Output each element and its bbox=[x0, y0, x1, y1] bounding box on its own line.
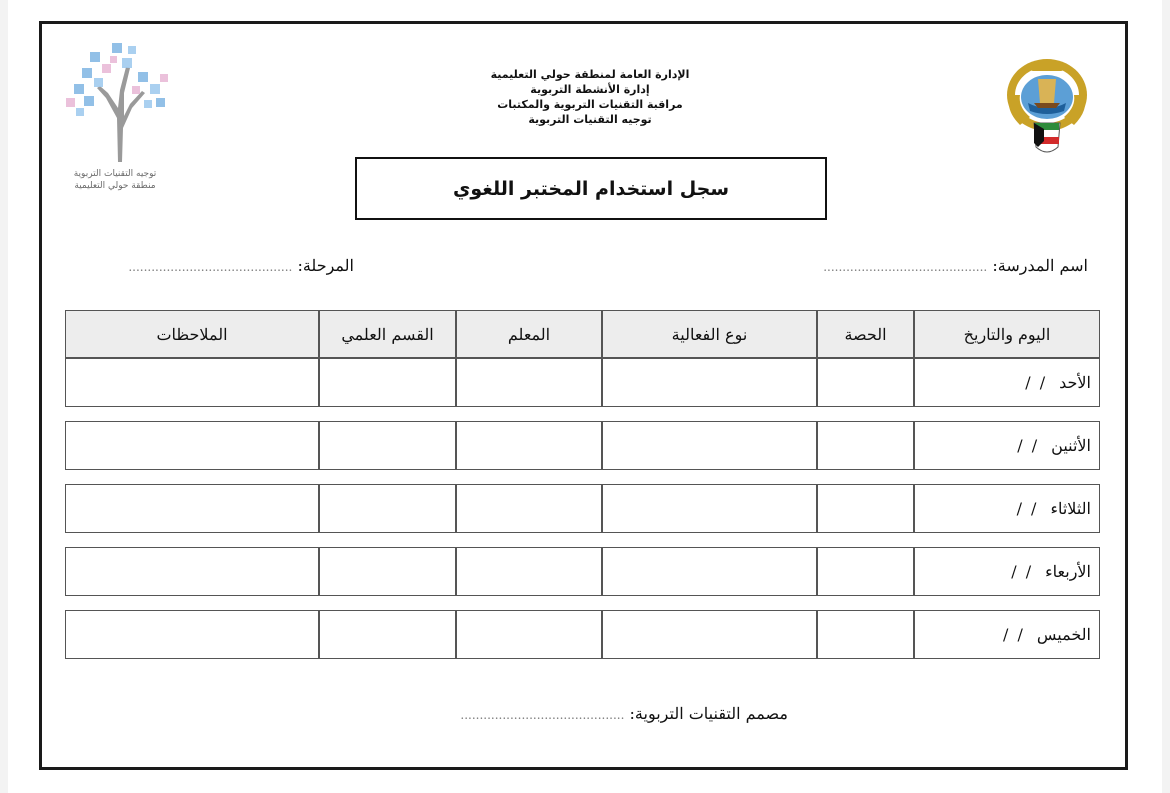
day-label: الخميس bbox=[1036, 625, 1091, 644]
table-row bbox=[65, 484, 1100, 533]
day-cell bbox=[914, 610, 1100, 659]
teacher-cell[interactable] bbox=[456, 421, 602, 470]
header-activity-type: نوع الفعالية bbox=[602, 310, 817, 358]
header-block bbox=[440, 67, 740, 127]
stage-field[interactable] bbox=[128, 256, 354, 275]
table-row bbox=[65, 547, 1100, 596]
designer-blank: ........................................... bbox=[460, 708, 625, 722]
date-slashes: / / bbox=[1011, 562, 1034, 581]
header-line: توجيه التقنيات التربوية bbox=[528, 113, 652, 126]
header-day-date: اليوم والتاريخ bbox=[914, 310, 1100, 358]
date-slashes: / / bbox=[1016, 499, 1039, 518]
header-teacher: المعلم bbox=[456, 310, 602, 358]
header-period: الحصة bbox=[817, 310, 914, 358]
teacher-cell[interactable] bbox=[456, 484, 602, 533]
activity-cell[interactable] bbox=[602, 610, 817, 659]
date-slashes: / / bbox=[1003, 625, 1025, 644]
period-cell[interactable] bbox=[817, 547, 914, 596]
teacher-cell[interactable] bbox=[456, 358, 602, 407]
day-cell bbox=[914, 358, 1100, 407]
school-name-label: اسم المدرسة: bbox=[992, 256, 1088, 275]
notes-cell[interactable] bbox=[65, 484, 319, 533]
date-slashes: / / bbox=[1017, 436, 1040, 455]
period-cell[interactable] bbox=[817, 610, 914, 659]
table-row bbox=[65, 358, 1100, 407]
stage-blank: ........................................... bbox=[128, 260, 293, 274]
day-cell bbox=[914, 421, 1100, 470]
header-line: إدارة الأنشطة التربوية bbox=[530, 83, 650, 96]
department-cell[interactable] bbox=[319, 610, 456, 659]
usage-log-table bbox=[65, 310, 1100, 659]
teacher-cell[interactable] bbox=[456, 547, 602, 596]
department-cell[interactable] bbox=[319, 421, 456, 470]
department-cell[interactable] bbox=[319, 547, 456, 596]
day-label: الأثنين bbox=[1051, 436, 1091, 455]
activity-cell[interactable] bbox=[602, 484, 817, 533]
notes-cell[interactable] bbox=[65, 610, 319, 659]
period-cell[interactable] bbox=[817, 421, 914, 470]
designer-field[interactable] bbox=[460, 704, 788, 723]
notes-cell[interactable] bbox=[65, 421, 319, 470]
row-gap bbox=[65, 470, 1100, 484]
teacher-cell[interactable] bbox=[456, 610, 602, 659]
header-notes: الملاحظات bbox=[65, 310, 319, 358]
day-cell bbox=[914, 547, 1100, 596]
page-title: سجل استخدام المختبر اللغوي bbox=[355, 157, 827, 220]
row-gap bbox=[65, 596, 1100, 610]
logo-caption bbox=[65, 168, 165, 192]
school-name-field[interactable] bbox=[823, 256, 1088, 275]
period-cell[interactable] bbox=[817, 358, 914, 407]
activity-cell[interactable] bbox=[602, 547, 817, 596]
notes-cell[interactable] bbox=[65, 547, 319, 596]
date-slashes: / / bbox=[1025, 373, 1048, 392]
row-gap bbox=[65, 407, 1100, 421]
stage-label: المرحلة: bbox=[297, 256, 354, 275]
header-line: مراقبة التقنيات التربوية والمكتبات bbox=[497, 98, 683, 111]
table-header-row bbox=[65, 310, 1100, 358]
logo-caption-line2: منطقة حولي التعليمية bbox=[74, 181, 156, 191]
day-cell bbox=[914, 484, 1100, 533]
tree-logo-icon bbox=[60, 38, 180, 163]
day-label: الأحد bbox=[1059, 373, 1091, 392]
day-label: الثلاثاء bbox=[1050, 499, 1091, 518]
period-cell[interactable] bbox=[817, 484, 914, 533]
kuwait-emblem-icon bbox=[1000, 55, 1095, 160]
table-row bbox=[65, 421, 1100, 470]
school-name-blank: ........................................... bbox=[823, 260, 988, 274]
table-row bbox=[65, 610, 1100, 659]
day-label: الأربعاء bbox=[1045, 562, 1091, 581]
header-department: القسم العلمي bbox=[319, 310, 456, 358]
header-line: الإدارة العامة لمنطقة حولي التعليمية bbox=[490, 68, 690, 81]
activity-cell[interactable] bbox=[602, 358, 817, 407]
department-cell[interactable] bbox=[319, 484, 456, 533]
department-cell[interactable] bbox=[319, 358, 456, 407]
row-gap bbox=[65, 533, 1100, 547]
activity-cell[interactable] bbox=[602, 421, 817, 470]
logo-caption-line1: توجيه التقنيات التربوية bbox=[73, 169, 157, 179]
notes-cell[interactable] bbox=[65, 358, 319, 407]
designer-label: مصمم التقنيات التربوية: bbox=[629, 704, 788, 723]
